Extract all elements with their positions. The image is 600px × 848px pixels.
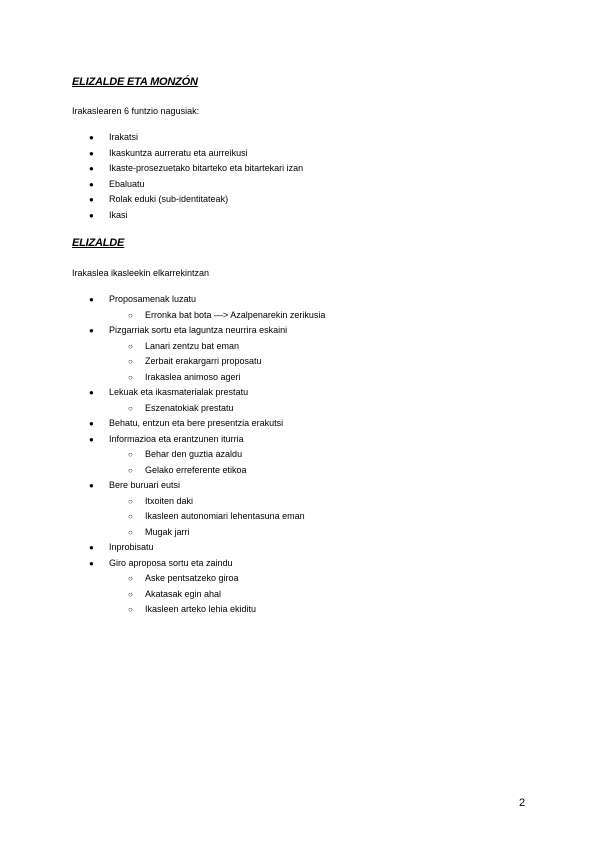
sub-list-item: ○ Aske pentsatzeko giroa [0, 571, 325, 587]
bullet-icon: ● [89, 434, 94, 444]
circle-bullet-icon: ○ [128, 496, 133, 506]
list-item: ● Informazioa eta erantzunen iturria [0, 432, 325, 448]
circle-bullet-icon: ○ [128, 527, 133, 537]
sub-list-item: ○ Ikasleen autonomiari lehentasuna eman [0, 509, 325, 525]
sub-list-item: ○ Gelako erreferente etikoa [0, 463, 325, 479]
section-intro: Irakaslearen 6 funtzio nagusiak: [72, 106, 200, 116]
circle-bullet-icon: ○ [128, 403, 133, 413]
list-item: ● Behatu, entzun eta bere presentzia erakutsi [0, 416, 325, 432]
bullet-icon: ● [89, 481, 94, 490]
bullet-icon: ● [89, 195, 94, 204]
list-item: ● Ikaskuntza aurreratu eta aurreikusi [0, 146, 303, 162]
circle-bullet-icon: ○ [128, 357, 133, 366]
interaction-list [0, 292, 325, 618]
list-item: ● Ikasi [0, 208, 303, 224]
sub-list-item: ○ Erronka bat bota —> Azalpenarekin zerikusia [0, 308, 325, 324]
section-heading-elizalde-monzon: ELIZALDE ETA MONZÓN [72, 76, 198, 88]
bullet-icon: ● [89, 388, 94, 397]
page-number: 2 [519, 797, 526, 809]
circle-bullet-icon: ○ [128, 310, 133, 320]
bullet-icon: ● [89, 543, 94, 552]
list-item: ● Pizgarriak sortu eta laguntza neurrira eskaini [0, 323, 325, 339]
list-item: ● Irakatsi [0, 130, 303, 146]
list-item: ● Rolak eduki (sub-identitateak) [0, 192, 303, 208]
list-item: ● Inprobisatu [0, 540, 325, 556]
list-item: ● Ikaste-prosezuetako bitarteko eta bitartekari izan [0, 161, 303, 177]
circle-bullet-icon: ○ [128, 605, 133, 614]
bullet-icon: ● [89, 210, 94, 220]
circle-bullet-icon: ○ [128, 450, 133, 459]
list-item: ● Lekuak eta ikasmaterialak prestatu [0, 385, 325, 401]
list-item: ● Ebaluatu [0, 177, 303, 193]
section-heading-elizalde: ELIZALDE [72, 237, 125, 249]
bullet-icon: ● [89, 179, 94, 189]
sub-list-item: ○ Eszenatokiak prestatu [0, 401, 325, 417]
bullet-icon: ● [89, 133, 94, 142]
sub-list-item: ○ Mugak jarri [0, 525, 325, 541]
bullet-icon: ● [89, 164, 94, 173]
sub-list-item: ○ Ikasleen arteko lehia ekiditu [0, 602, 325, 618]
list-item: ● Bere buruari eutsi [0, 478, 325, 494]
circle-bullet-icon: ○ [128, 341, 133, 351]
list-item: ● Giro aproposa sortu eta zaindu [0, 556, 325, 572]
section-intro: Irakaslea ikasleekin elkarrekintzan [72, 268, 210, 278]
sub-list-item: ○ Lanari zentzu bat eman [0, 339, 325, 355]
circle-bullet-icon: ○ [128, 372, 133, 382]
bullet-icon: ● [89, 326, 94, 335]
sub-list-item: ○ Behar den guztia azaldu [0, 447, 325, 463]
bullet-icon: ● [89, 148, 94, 158]
sub-list-item: ○ Akatasak egin ahal [0, 587, 325, 603]
bullet-icon: ● [89, 295, 94, 304]
circle-bullet-icon: ○ [128, 589, 133, 599]
bullet-icon: ● [89, 419, 94, 428]
sub-list-item: ○ Zerbait erakargarri proposatu [0, 354, 325, 370]
sub-list-item: ○ Irakaslea animoso ageri [0, 370, 325, 386]
circle-bullet-icon: ○ [128, 465, 133, 475]
function-list [0, 130, 303, 223]
circle-bullet-icon: ○ [128, 574, 133, 583]
list-item: ● Proposamenak luzatu [0, 292, 325, 308]
bullet-icon: ● [89, 558, 94, 568]
circle-bullet-icon: ○ [128, 512, 133, 521]
sub-list-item: ○ Itxoiten daki [0, 494, 325, 510]
